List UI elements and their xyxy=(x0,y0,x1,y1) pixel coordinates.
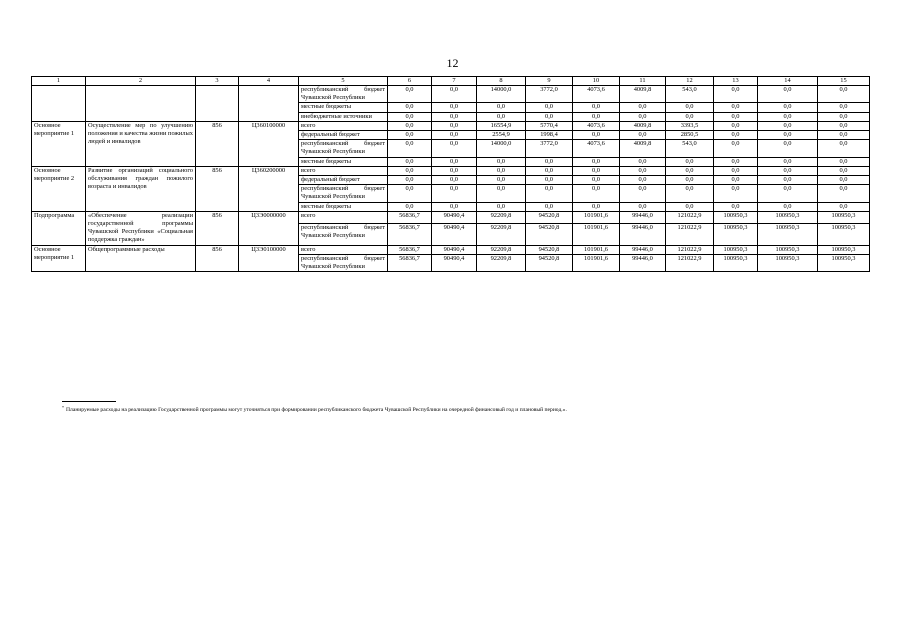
year-amount-cell: 121022,9 xyxy=(666,223,714,245)
year-amount-cell: 5770,4 xyxy=(526,121,573,130)
year-amount-cell: 100950,3 xyxy=(818,254,870,271)
event-name-cell: Осуществление мер по улучшению положения и качества жизни пожилых людей и инвалидов xyxy=(86,121,196,166)
grbs-cell: 856 xyxy=(196,211,239,245)
year-amount-cell: 14000,0 xyxy=(477,140,526,157)
year-amount-cell: 0,0 xyxy=(388,112,432,121)
year-amount-cell: 0,0 xyxy=(432,121,477,130)
year-amount-cell: 0,0 xyxy=(666,176,714,185)
year-amount-cell: 0,0 xyxy=(818,140,870,157)
year-amount-cell: 1998,4 xyxy=(526,131,573,140)
year-amount-cell: 101901,6 xyxy=(573,245,620,254)
year-amount-cell: 0,0 xyxy=(714,140,758,157)
grbs-cell: 856 xyxy=(196,245,239,272)
column-header: 15 xyxy=(818,77,870,86)
year-amount-cell: 0,0 xyxy=(758,121,818,130)
year-amount-cell: 0,0 xyxy=(714,166,758,175)
year-amount-cell: 100950,3 xyxy=(818,223,870,245)
column-header: 7 xyxy=(432,77,477,86)
year-amount-cell: 3772,0 xyxy=(526,86,573,103)
year-amount-cell: 0,0 xyxy=(666,202,714,211)
year-amount-cell: 99446,0 xyxy=(620,223,666,245)
funding-source-cell: федеральный бюджет xyxy=(299,176,388,185)
year-amount-cell: 543,0 xyxy=(666,86,714,103)
year-amount-cell: 0,0 xyxy=(477,103,526,112)
year-amount-cell: 0,0 xyxy=(818,176,870,185)
year-amount-cell: 90490,4 xyxy=(432,245,477,254)
year-amount-cell: 0,0 xyxy=(477,185,526,202)
status-cell xyxy=(32,86,86,122)
year-amount-cell: 99446,0 xyxy=(620,245,666,254)
year-amount-cell: 0,0 xyxy=(818,131,870,140)
year-amount-cell: 0,0 xyxy=(758,131,818,140)
year-amount-cell: 0,0 xyxy=(758,103,818,112)
funding-source-cell: республиканский бюджет Чувашской Республики xyxy=(299,254,388,271)
year-amount-cell: 0,0 xyxy=(620,166,666,175)
year-amount-cell: 92209,8 xyxy=(477,245,526,254)
year-amount-cell: 4009,8 xyxy=(620,121,666,130)
year-amount-cell: 100950,3 xyxy=(714,223,758,245)
funding-source-cell: республиканский бюджет Чувашской Республики xyxy=(299,86,388,103)
status-cell: Основное мероприятие 2 xyxy=(32,166,86,211)
table-body xyxy=(32,86,870,272)
year-amount-cell: 14000,0 xyxy=(477,86,526,103)
year-amount-cell: 0,0 xyxy=(714,202,758,211)
year-amount-cell: 0,0 xyxy=(818,166,870,175)
year-amount-cell: 0,0 xyxy=(477,166,526,175)
column-header: 3 xyxy=(196,77,239,86)
year-amount-cell: 0,0 xyxy=(388,103,432,112)
year-amount-cell: 0,0 xyxy=(620,202,666,211)
year-amount-cell: 92209,8 xyxy=(477,254,526,271)
funding-source-cell: местные бюджеты xyxy=(299,202,388,211)
year-amount-cell: 0,0 xyxy=(526,185,573,202)
year-amount-cell: 4009,8 xyxy=(620,140,666,157)
year-amount-cell: 100950,3 xyxy=(758,211,818,223)
year-amount-cell: 101901,6 xyxy=(573,254,620,271)
year-amount-cell: 0,0 xyxy=(758,202,818,211)
year-amount-cell: 0,0 xyxy=(432,202,477,211)
year-amount-cell: 0,0 xyxy=(758,140,818,157)
table-row xyxy=(32,166,870,175)
year-amount-cell: 0,0 xyxy=(432,157,477,166)
year-amount-cell: 0,0 xyxy=(818,157,870,166)
year-amount-cell: 0,0 xyxy=(432,103,477,112)
year-amount-cell: 121022,9 xyxy=(666,254,714,271)
year-amount-cell: 100950,3 xyxy=(714,254,758,271)
year-amount-cell: 0,0 xyxy=(388,121,432,130)
year-amount-cell: 101901,6 xyxy=(573,211,620,223)
footnote-text: Планируемые расходы на реализацию Государственной программы могут уточняться при формировании республиканского бюджета Чувашской Республики на очередной финансовый год и плановый период.». xyxy=(66,407,567,413)
event-name-cell: Общепрограммные расходы xyxy=(86,245,196,272)
funding-source-cell: местные бюджеты xyxy=(299,103,388,112)
year-amount-cell: 0,0 xyxy=(620,185,666,202)
year-amount-cell: 94520,8 xyxy=(526,223,573,245)
funding-source-cell: местные бюджеты xyxy=(299,157,388,166)
year-amount-cell: 3772,0 xyxy=(526,140,573,157)
column-header: 4 xyxy=(239,77,299,86)
funding-source-cell: республиканский бюджет Чувашской Республики xyxy=(299,140,388,157)
status-cell: Подпрограмма xyxy=(32,211,86,245)
classification-code-cell: Ц3Э0000000 xyxy=(239,211,299,245)
footnote-divider xyxy=(62,401,116,402)
year-amount-cell: 0,0 xyxy=(758,166,818,175)
year-amount-cell: 0,0 xyxy=(432,140,477,157)
column-header: 2 xyxy=(86,77,196,86)
classification-code-cell: Ц360200000 xyxy=(239,166,299,211)
year-amount-cell: 0,0 xyxy=(388,185,432,202)
year-amount-cell: 0,0 xyxy=(526,103,573,112)
year-amount-cell: 0,0 xyxy=(526,112,573,121)
footnote xyxy=(62,404,842,414)
column-header: 5 xyxy=(299,77,388,86)
year-amount-cell: 101901,6 xyxy=(573,223,620,245)
table-row xyxy=(32,86,870,103)
year-amount-cell: 0,0 xyxy=(714,131,758,140)
grbs-cell xyxy=(196,86,239,122)
status-cell: Основное мероприятие 1 xyxy=(32,121,86,166)
year-amount-cell: 0,0 xyxy=(432,112,477,121)
year-amount-cell: 56836,7 xyxy=(388,223,432,245)
year-amount-cell: 2850,5 xyxy=(666,131,714,140)
year-amount-cell: 0,0 xyxy=(758,112,818,121)
year-amount-cell: 0,0 xyxy=(526,166,573,175)
year-amount-cell: 0,0 xyxy=(432,86,477,103)
year-amount-cell: 0,0 xyxy=(573,185,620,202)
event-name-cell: «Обеспечение реализации государственной программы Чувашской Республики «Социальная поддержка граждан» xyxy=(86,211,196,245)
year-amount-cell: 0,0 xyxy=(666,103,714,112)
funding-source-cell: всего xyxy=(299,166,388,175)
year-amount-cell: 0,0 xyxy=(714,185,758,202)
year-amount-cell: 0,0 xyxy=(432,166,477,175)
year-amount-cell: 56836,7 xyxy=(388,254,432,271)
year-amount-cell: 0,0 xyxy=(477,176,526,185)
year-amount-cell: 90490,4 xyxy=(432,211,477,223)
funding-source-cell: внебюджетные источники xyxy=(299,112,388,121)
year-amount-cell: 0,0 xyxy=(477,157,526,166)
grbs-cell: 856 xyxy=(196,166,239,211)
year-amount-cell: 0,0 xyxy=(388,202,432,211)
funding-table xyxy=(31,76,870,272)
column-header: 10 xyxy=(573,77,620,86)
year-amount-cell: 0,0 xyxy=(714,176,758,185)
classification-code-cell xyxy=(239,86,299,122)
year-amount-cell: 0,0 xyxy=(818,121,870,130)
year-amount-cell: 0,0 xyxy=(818,86,870,103)
footnote-mark: * xyxy=(62,405,64,410)
table-row xyxy=(32,245,870,254)
column-header: 6 xyxy=(388,77,432,86)
year-amount-cell: 0,0 xyxy=(388,140,432,157)
column-header: 14 xyxy=(758,77,818,86)
year-amount-cell: 0,0 xyxy=(388,166,432,175)
event-name-cell xyxy=(86,86,196,122)
funding-source-cell: федеральный бюджет xyxy=(299,131,388,140)
year-amount-cell: 0,0 xyxy=(388,157,432,166)
year-amount-cell: 0,0 xyxy=(714,112,758,121)
year-amount-cell: 0,0 xyxy=(432,176,477,185)
year-amount-cell: 0,0 xyxy=(432,185,477,202)
year-amount-cell: 0,0 xyxy=(573,157,620,166)
year-amount-cell: 0,0 xyxy=(526,157,573,166)
year-amount-cell: 56836,7 xyxy=(388,211,432,223)
column-header: 1 xyxy=(32,77,86,86)
status-cell: Основное мероприятие 1 xyxy=(32,245,86,272)
year-amount-cell: 16554,9 xyxy=(477,121,526,130)
column-header: 11 xyxy=(620,77,666,86)
year-amount-cell: 0,0 xyxy=(714,157,758,166)
classification-code-cell: Ц360100000 xyxy=(239,121,299,166)
year-amount-cell: 92209,8 xyxy=(477,223,526,245)
year-amount-cell: 0,0 xyxy=(573,176,620,185)
year-amount-cell: 121022,9 xyxy=(666,245,714,254)
year-amount-cell: 4009,8 xyxy=(620,86,666,103)
year-amount-cell: 56836,7 xyxy=(388,245,432,254)
year-amount-cell: 0,0 xyxy=(573,202,620,211)
table-row xyxy=(32,121,870,130)
grbs-cell: 856 xyxy=(196,121,239,166)
year-amount-cell: 92209,8 xyxy=(477,211,526,223)
classification-code-cell: Ц3Э0100000 xyxy=(239,245,299,272)
year-amount-cell: 0,0 xyxy=(573,103,620,112)
year-amount-cell: 0,0 xyxy=(666,166,714,175)
year-amount-cell: 0,0 xyxy=(388,176,432,185)
year-amount-cell: 0,0 xyxy=(477,112,526,121)
year-amount-cell: 0,0 xyxy=(758,157,818,166)
column-header: 8 xyxy=(477,77,526,86)
year-amount-cell: 0,0 xyxy=(620,157,666,166)
funding-source-cell: всего xyxy=(299,121,388,130)
year-amount-cell: 100950,3 xyxy=(714,211,758,223)
year-amount-cell: 100950,3 xyxy=(758,245,818,254)
year-amount-cell: 0,0 xyxy=(388,86,432,103)
year-amount-cell: 0,0 xyxy=(388,131,432,140)
year-amount-cell: 0,0 xyxy=(573,112,620,121)
event-name-cell: Развитие организаций социального обслуживания граждан пожилого возраста и инвалидов xyxy=(86,166,196,211)
year-amount-cell: 0,0 xyxy=(758,185,818,202)
year-amount-cell: 4073,6 xyxy=(573,86,620,103)
year-amount-cell: 100950,3 xyxy=(714,245,758,254)
year-amount-cell: 0,0 xyxy=(666,185,714,202)
column-header: 12 xyxy=(666,77,714,86)
column-header: 9 xyxy=(526,77,573,86)
year-amount-cell: 0,0 xyxy=(477,202,526,211)
year-amount-cell: 94520,8 xyxy=(526,211,573,223)
year-amount-cell: 0,0 xyxy=(818,112,870,121)
year-amount-cell: 0,0 xyxy=(818,185,870,202)
year-amount-cell: 100950,3 xyxy=(758,223,818,245)
year-amount-cell: 0,0 xyxy=(620,112,666,121)
year-amount-cell: 0,0 xyxy=(818,103,870,112)
table-row xyxy=(32,211,870,223)
year-amount-cell: 100950,3 xyxy=(818,245,870,254)
year-amount-cell: 2554,9 xyxy=(477,131,526,140)
year-amount-cell: 0,0 xyxy=(714,86,758,103)
year-amount-cell: 0,0 xyxy=(526,176,573,185)
year-amount-cell: 0,0 xyxy=(620,131,666,140)
funding-source-cell: всего xyxy=(299,211,388,223)
year-amount-cell: 100950,3 xyxy=(758,254,818,271)
year-amount-cell: 100950,3 xyxy=(818,211,870,223)
year-amount-cell: 4073,6 xyxy=(573,121,620,130)
year-amount-cell: 0,0 xyxy=(573,131,620,140)
year-amount-cell: 3393,5 xyxy=(666,121,714,130)
funding-source-cell: всего xyxy=(299,245,388,254)
year-amount-cell: 0,0 xyxy=(666,112,714,121)
year-amount-cell: 0,0 xyxy=(758,176,818,185)
year-amount-cell: 0,0 xyxy=(818,202,870,211)
year-amount-cell: 0,0 xyxy=(620,103,666,112)
year-amount-cell: 94520,8 xyxy=(526,254,573,271)
year-amount-cell: 0,0 xyxy=(432,131,477,140)
year-amount-cell: 0,0 xyxy=(714,121,758,130)
table-header-row xyxy=(32,77,870,86)
year-amount-cell: 0,0 xyxy=(620,176,666,185)
funding-source-cell: республиканский бюджет Чувашской Республики xyxy=(299,185,388,202)
year-amount-cell: 90490,4 xyxy=(432,223,477,245)
year-amount-cell: 0,0 xyxy=(758,86,818,103)
year-amount-cell: 99446,0 xyxy=(620,254,666,271)
year-amount-cell: 0,0 xyxy=(714,103,758,112)
year-amount-cell: 94520,8 xyxy=(526,245,573,254)
year-amount-cell: 0,0 xyxy=(573,166,620,175)
year-amount-cell: 121022,9 xyxy=(666,211,714,223)
year-amount-cell: 0,0 xyxy=(526,202,573,211)
year-amount-cell: 543,0 xyxy=(666,140,714,157)
funding-source-cell: республиканский бюджет Чувашской Республики xyxy=(299,223,388,245)
year-amount-cell: 99446,0 xyxy=(620,211,666,223)
year-amount-cell: 4073,6 xyxy=(573,140,620,157)
year-amount-cell: 90490,4 xyxy=(432,254,477,271)
year-amount-cell: 0,0 xyxy=(666,157,714,166)
column-header: 13 xyxy=(714,77,758,86)
page-number: 12 xyxy=(446,56,459,70)
